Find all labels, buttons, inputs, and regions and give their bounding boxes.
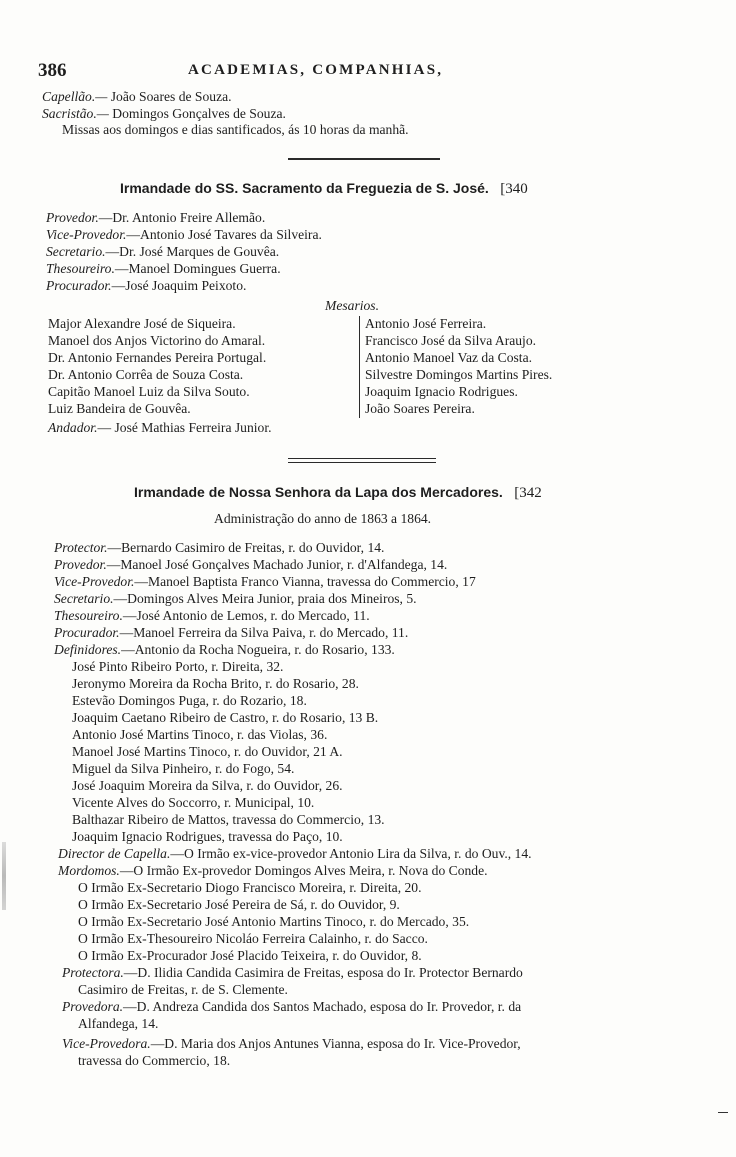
- definidor-item: Manoel José Martins Tinoco, r. do Ouvidor, 21 A.: [72, 744, 343, 759]
- capellao-line: [42, 89, 232, 105]
- section-divider: [288, 158, 440, 160]
- mordomo-item: O Irmão Ex-Secretario Diogo Francisco Moreira, r. Direita, 20.: [78, 880, 422, 895]
- lapa-officer: Vice-Provedor.—Manoel Baptista Franco Vianna, travessa do Commercio, 17: [54, 574, 476, 589]
- sacristao-line: [42, 106, 286, 122]
- mordomos-line: [58, 863, 488, 879]
- provedora-line: Provedora.—D. Andreza Candida dos Santos Machado, esposa do Ir. Provedor, r. da: [62, 999, 522, 1014]
- mesario-left: Capitão Manoel Luiz da Silva Souto.: [48, 384, 250, 399]
- capellao-name: João Soares de Souza.: [110, 89, 232, 104]
- sacramento-officer: Vice-Provedor.—Antonio José Tavares da Silveira.: [46, 227, 322, 242]
- viceprovedora-line: Vice-Provedora.—D. Maria dos Anjos Antunes Vianna, esposa do Ir. Vice-Provedor,: [62, 1036, 521, 1051]
- section-divider: [288, 462, 436, 463]
- andador-line: [48, 420, 272, 436]
- section-divider: [288, 458, 436, 459]
- mordomos-label: Mordomos.: [58, 863, 120, 878]
- page-header: [38, 60, 694, 84]
- viceprovedora-continuation: travessa do Commercio, 18.: [78, 1053, 231, 1068]
- scan-edge-mark: [718, 1112, 728, 1113]
- definidor-item: José Pinto Ribeiro Porto, r. Direita, 32.: [72, 659, 284, 674]
- mesario-left: Dr. Antonio Fernandes Pereira Portugal.: [48, 350, 267, 365]
- sacramento-heading: [120, 180, 528, 197]
- definidor-item: Miguel da Silva Pinheiro, r. do Fogo, 54.: [72, 761, 295, 776]
- lapa-subtitle: Administração do anno de 1863 a 1864.: [214, 511, 432, 526]
- lapa-title: Irmandade de Nossa Senhora da Lapa dos Mercadores.: [134, 484, 503, 500]
- mordomos-text: —O Irmão Ex-provedor Domingos Alves Meira, r. Nova do Conde.: [119, 863, 488, 878]
- definidor-item: Estevão Domingos Puga, r. do Rozario, 18.: [72, 693, 307, 708]
- lapa-number: [342: [514, 485, 542, 501]
- protectora-label: Protectora.: [62, 965, 124, 980]
- sacramento-officer: Secretario.—Dr. José Marques de Gouvêa.: [46, 244, 280, 259]
- capellao-label: Capellão.—: [42, 89, 108, 104]
- andador-text: — José Mathias Ferreira Junior.: [97, 420, 272, 435]
- definidor-item: José Joaquim Moreira da Silva, r. do Ouvidor, 26.: [72, 778, 343, 793]
- mordomo-item: O Irmão Ex-Thesoureiro Nicoláo Ferreira Calainho, r. do Sacco.: [78, 931, 428, 946]
- protectora-continuation: Casimiro de Freitas, r. de S. Clemente.: [78, 982, 288, 997]
- mesario-right: Silvestre Domingos Martins Pires.: [365, 367, 553, 382]
- mordomo-item: O Irmão Ex-Secretario José Pereira de Sá, r. do Ouvidor, 9.: [78, 897, 400, 912]
- provedora-continuation: Alfandega, 14.: [78, 1016, 159, 1031]
- sacramento-officer: Thesoureiro.—Manoel Domingues Guerra.: [46, 261, 281, 276]
- protectora-line: Protectora.—D. Ilidia Candida Casimira de Freitas, esposa do Ir. Protector Bernardo: [62, 965, 523, 980]
- sacristao-label: Sacristão.—: [42, 106, 109, 121]
- sacramento-officer: Provedor.—Dr. Antonio Freire Allemão.: [46, 210, 266, 225]
- lapa-officer: Secretario.—Domingos Alves Meira Junior, praia dos Mineiros, 5.: [54, 591, 417, 606]
- definidor-item: Vicente Alves do Soccorro, r. Municipal, 10.: [72, 795, 315, 810]
- mesario-left: Dr. Antonio Corrêa de Souza Costa.: [48, 367, 244, 382]
- column-separator: [359, 316, 360, 418]
- mesario-right: Francisco José da Silva Araujo.: [365, 333, 537, 348]
- lapa-officer: Protector.—Bernardo Casimiro de Freitas, r. do Ouvidor, 14.: [54, 540, 385, 555]
- scan-edge-mark: [2, 842, 6, 910]
- mesario-right: Antonio Manoel Vaz da Costa.: [365, 350, 533, 365]
- sacramento-number: [340: [500, 181, 528, 197]
- director-label: Director de Capella.: [58, 846, 171, 861]
- definidor-item: Joaquim Caetano Ribeiro de Castro, r. do Rosario, 13 B.: [72, 710, 379, 725]
- missas-line: Missas aos domingos e dias santificados, ás 10 horas da manhã.: [62, 122, 409, 137]
- lapa-officer: Provedor.—Manoel José Gonçalves Machado Junior, r. d'Alfandega, 14.: [54, 557, 448, 572]
- andador-label: Andador.: [48, 420, 98, 435]
- sacramento-officer: Procurador.—José Joaquim Peixoto.: [46, 278, 247, 293]
- mesario-right: Joaquim Ignacio Rodrigues.: [365, 384, 518, 399]
- mesario-left: Luiz Bandeira de Gouvêa.: [48, 401, 191, 416]
- lapa-officer: Procurador.—Manoel Ferreira da Silva Paiva, r. do Mercado, 11.: [54, 625, 409, 640]
- definidor-item: Jeronymo Moreira da Rocha Brito, r. do Rosario, 28.: [72, 676, 359, 691]
- mesario-left: Major Alexandre José de Siqueira.: [48, 316, 236, 331]
- definidor-item: Balthazar Ribeiro de Mattos, travessa do Commercio, 13.: [72, 812, 385, 827]
- definidor-item: Joaquim Ignacio Rodrigues, travessa do Paço, 10.: [72, 829, 343, 844]
- mesarios-label: Mesarios.: [325, 298, 379, 313]
- running-title: ACADEMIAS, COMPANHIAS,: [188, 62, 444, 78]
- director-line: [58, 846, 532, 862]
- page-number: 386: [38, 60, 67, 81]
- definidor-item: Antonio José Martins Tinoco, r. das Violas, 36.: [72, 727, 328, 742]
- sacristao-name: Domingos Gonçalves de Souza.: [112, 106, 286, 121]
- mesario-right: João Soares Pereira.: [365, 401, 475, 416]
- viceprovedora-label: Vice-Provedora.: [62, 1036, 151, 1051]
- lapa-officer: Thesoureiro.—José Antonio de Lemos, r. do Mercado, 11.: [54, 608, 370, 623]
- provedora-label: Provedora.: [62, 999, 124, 1014]
- mordomo-item: O Irmão Ex-Secretario José Antonio Martins Tinoco, r. do Mercado, 35.: [78, 914, 470, 929]
- lapa-officer: Definidores.—Antonio da Rocha Nogueira, r. do Rosario, 133.: [54, 642, 395, 657]
- mordomo-item: O Irmão Ex-Procurador José Placido Teixeira, r. do Ouvidor, 8.: [78, 948, 422, 963]
- mesario-left: Manoel dos Anjos Victorino do Amaral.: [48, 333, 266, 348]
- director-text: —O Irmão ex-vice-provedor Antonio Lira da Silva, r. do Ouv., 14.: [170, 846, 532, 861]
- sacramento-title: Irmandade do SS. Sacramento da Freguezia de S. José.: [120, 180, 489, 196]
- lapa-heading: [134, 484, 542, 501]
- mesario-right: Antonio José Ferreira.: [365, 316, 487, 331]
